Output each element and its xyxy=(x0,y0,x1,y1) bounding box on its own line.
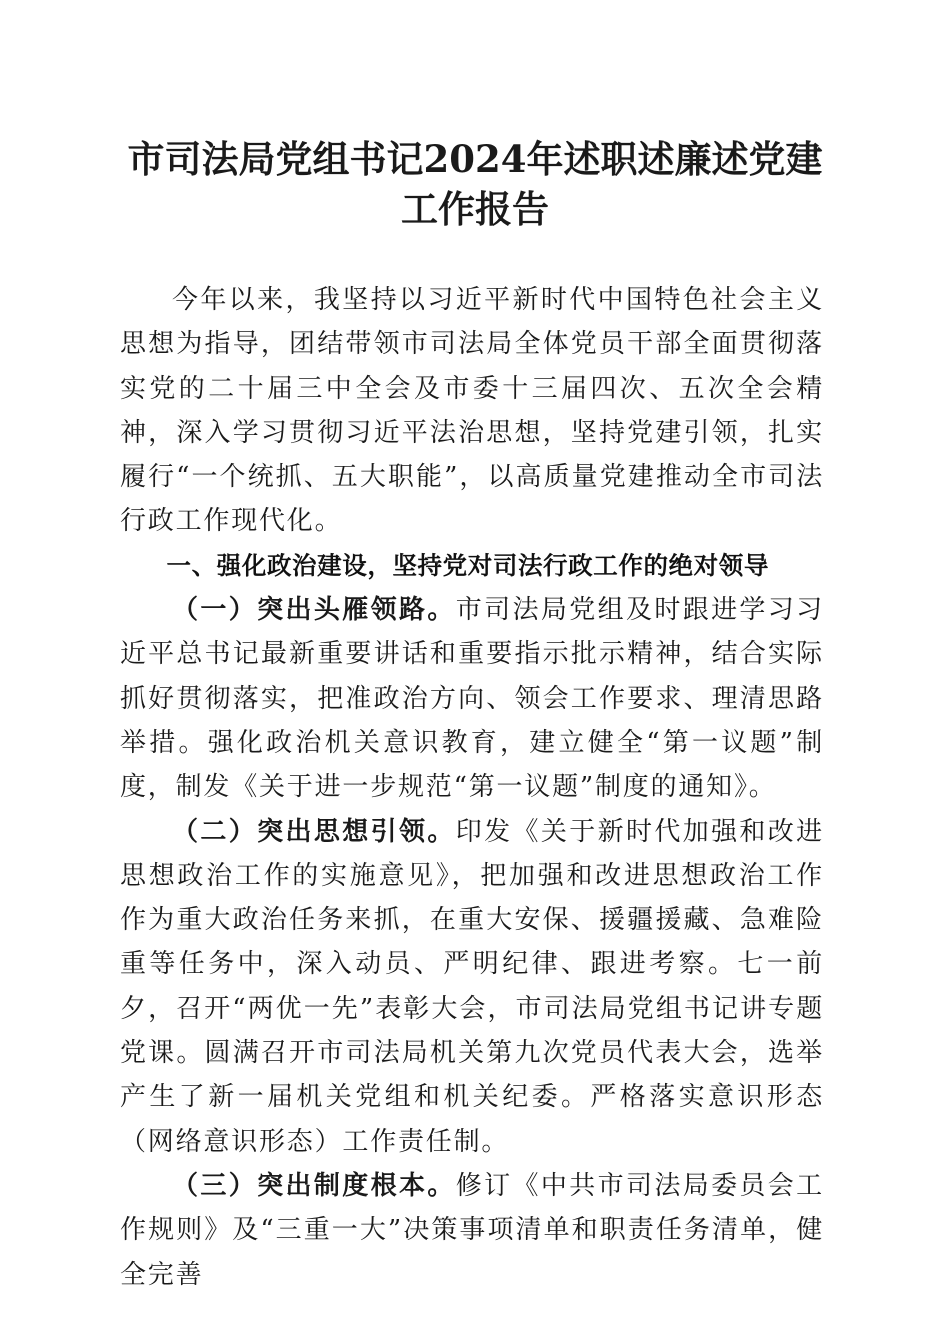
intro-paragraph: 今年以来，我坚持以习近平新时代中国特色社会主义思想为指导，团结带领市司法局全体党员干部全面贯彻落实党的二十届三中全会及市委十三届四次、五次全会精神，深入学习贯彻习近平法治思想，坚持党建引领，扎实履行“一个统抓、五大职能”，以高质量党建推动全市司法行政工作现代化。 xyxy=(120,285,824,537)
item-text-3: 修订《中共市司法局委员会工作规则》及“三重一大”决策事项清单和职责任务清单，健全完善 xyxy=(120,1170,824,1290)
item-lead-1: （一）突出头雁领路。 xyxy=(172,595,456,626)
item-lead-2: （二）突出思想引领。 xyxy=(172,816,456,847)
document-title: 市司法局党组书记2024年述职述廉述党建工作报告 xyxy=(127,137,823,231)
document-body xyxy=(120,278,824,1297)
item-text-2: 印发《关于新时代加强和改进思想政治工作的实施意见》，把加强和改进思想政治工作作为重大政治任务来抓，在重大安保、援疆援藏、急难险重等任务中，深入动员、严明纪律、跟进考察。七一前夕，召开“两优一先”表彰大会，市司法局党组书记讲专题党课。圆满召开市司法局机关第九次党员代表大会，选举产生了新一届机关党组和机关纪委。严格落实意识形态（网络意识形态）工作责任制。 xyxy=(120,816,824,1157)
item-paragraph-3 xyxy=(120,1164,824,1297)
item-text-1: 市司法局党组及时跟进学习习近平总书记最新重要讲话和重要指示批示精神，结合实际抓好贯彻落实，把准政治方向、领会工作要求、理清思路举措。强化政治机关意识教育，建立健全“第一议题”制度，制发《关于进一步规范“第一议题”制度的通知》。 xyxy=(120,595,824,803)
section-heading: 一、强化政治建设，坚持党对司法行政工作的绝对领导 xyxy=(166,550,769,580)
item-paragraph-2 xyxy=(120,810,824,1164)
item-paragraph-1 xyxy=(120,588,824,809)
item-lead-3: （三）突出制度根本。 xyxy=(172,1170,456,1201)
